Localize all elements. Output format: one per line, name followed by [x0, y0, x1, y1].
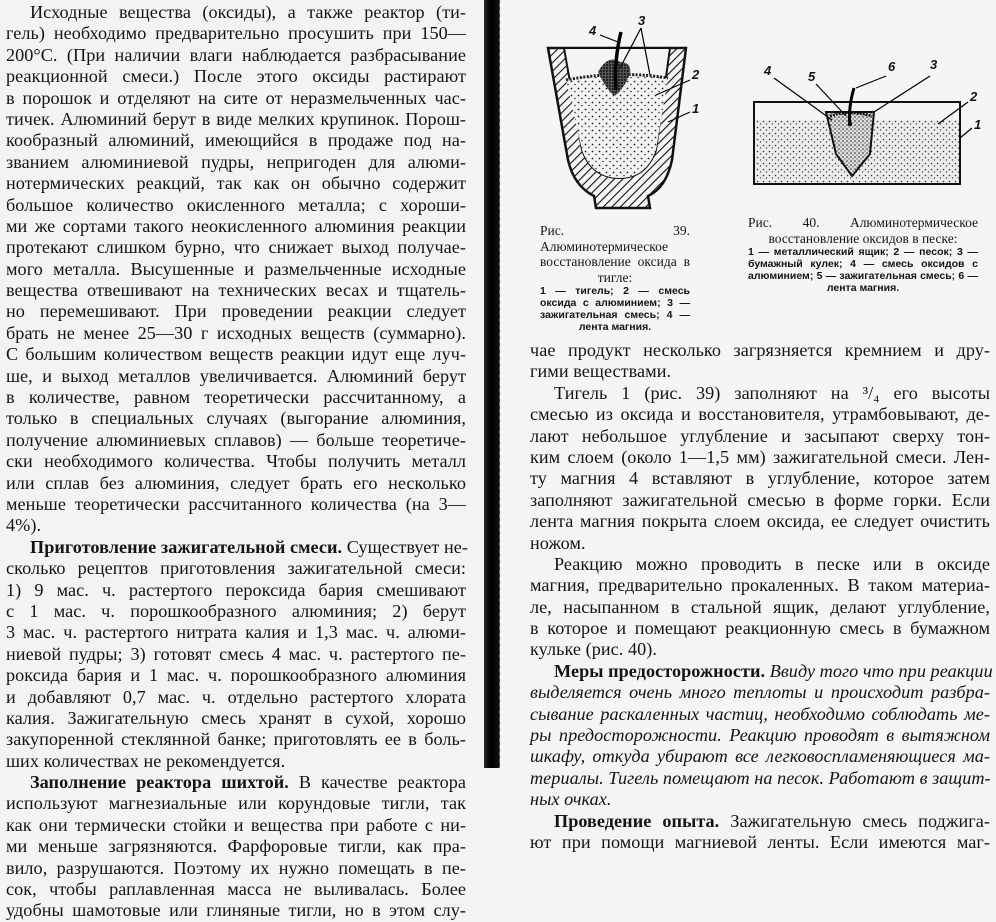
text-line	[6, 195, 466, 216]
body-text: реакционной смеси.) После этого оксиды растирают	[6, 66, 466, 87]
text-line	[6, 708, 466, 729]
text-line	[530, 575, 990, 596]
body-text: или сплав без алюминия, следует брать его несколько	[6, 472, 466, 493]
body-text: смесью из оксида и восстановителя, утрамбовывают, де-	[530, 404, 990, 425]
body-text: сок, чтобы раплавленная масса не выливалась. Более	[6, 879, 466, 900]
body-text: в которое и помещают реакционную смесь в бумажном	[530, 618, 990, 639]
text-line	[530, 533, 990, 554]
italic-text: шкафу, откуда убирают все легковоспламеняющиеся ма-	[530, 746, 990, 767]
fig40-label-4: 4	[764, 63, 772, 78]
text-line	[6, 729, 466, 750]
text-line	[6, 622, 466, 643]
body-text: Исходные вещества (оксиды), а также реактор (ти-	[30, 2, 466, 22]
body-text: лают небольшое углубление и засыпают сверху тон-	[530, 425, 990, 446]
body-text: брать не менее 25—30 г исходных веществ (суммарно).	[6, 322, 466, 343]
figure-40-sand-box-diagram	[750, 57, 990, 190]
body-text: 4%).	[6, 515, 42, 536]
text-line	[530, 468, 990, 489]
text-line	[530, 725, 990, 746]
body-text: 3 мас. ч. растертого нитрата калия и 1,3 мас. ч. алюми-	[6, 622, 466, 643]
fig39-label-2: 2	[692, 67, 700, 82]
sand-box-drawing	[750, 69, 990, 190]
fig39-label-3: 3	[638, 13, 646, 28]
body-text: тичек. Алюминий берут в виде мелких крупинок. Порош-	[6, 108, 466, 129]
text-line	[6, 515, 466, 536]
body-text: 1) 9 мас. ч. растертого пероксида бария смешивают	[6, 579, 466, 600]
body-text: используют магнезиальные или корундовые тигли, так	[6, 793, 466, 814]
body-text: калия. Зажигательную смесь хранят в сухой, хорошо	[6, 707, 466, 728]
text-line	[530, 554, 990, 575]
body-text: магния, предварительно прокаленных. В таком материа-	[530, 575, 990, 596]
text-line	[6, 858, 466, 879]
text-line	[530, 597, 990, 618]
left-page-text	[6, 2, 466, 922]
text-line	[6, 408, 466, 429]
text-line	[6, 879, 466, 900]
text-line	[6, 109, 466, 130]
section-heading: Меры предосторожности.	[554, 660, 766, 681]
italic-text: ры предосторожности. Реакцию проводят в вытяжном	[530, 725, 990, 746]
text-line	[6, 366, 466, 387]
body-text: мого металла. Высушенные и размельченные исходные	[6, 258, 466, 279]
italic-text: выделяется очень много теплоты и происходит разбра-	[530, 682, 990, 703]
text-line	[530, 383, 990, 404]
text-line	[6, 601, 466, 622]
body-text: Существует не-	[342, 536, 468, 557]
text-line	[6, 23, 466, 44]
body-text: закупоренной стеклянной банке; приготовлять ее в боль-	[6, 729, 466, 750]
text-line	[6, 323, 466, 344]
body-text: С большим количеством веществ реакции идут еще луч-	[6, 344, 466, 365]
italic-text: териалы. Тигель помещают на песок. Работают в защит-	[530, 767, 991, 788]
text-line	[6, 537, 466, 558]
body-text: гими веществами.	[530, 361, 672, 382]
body-text: ниевой пудры; 3) готовят смесь 4 мас. ч. растертого пе-	[6, 643, 466, 664]
body-text: кульке (рис. 40).	[530, 639, 657, 660]
text-line	[6, 88, 466, 109]
body-text: ким слоем (около 1—1,5 мм) зажигательной смеси. Лен-	[530, 446, 990, 467]
fig39-label-4: 4	[589, 23, 597, 38]
text-line	[6, 665, 466, 686]
figure-40-caption-legend: 1 — металлический ящик; 2 — песок; 3 — бумажный кулек; 4 — смесь оксидов с алюминием; 5 — зажигательная смесь; 6 — лента магния.	[748, 246, 978, 294]
italic-text: ных очках.	[530, 789, 612, 810]
body-text: вило, разрушаются. Поэтому их нужно помещать в пе-	[6, 857, 466, 878]
section-heading: Приготовление зажигательной смеси.	[30, 536, 343, 557]
text-line	[6, 344, 466, 365]
body-text: в порошок и отделяют на сите от неразмельченных час-	[6, 87, 466, 108]
text-line	[530, 404, 990, 425]
body-text: нотермических реакций, так как он обычно содержит	[6, 173, 466, 194]
text-line	[6, 815, 466, 836]
figure-40-caption	[748, 215, 978, 294]
text-line	[530, 768, 990, 789]
text-line	[6, 259, 466, 280]
body-text: в количестве, равном теоретически рассчитанному, а	[6, 387, 466, 408]
body-text: ножом.	[530, 532, 586, 553]
text-line	[6, 237, 466, 258]
body-text: кообразный алюминий, имеющийся в продаже под на-	[6, 130, 466, 151]
text-line	[6, 430, 466, 451]
body-text: заполняют зажигательной смесью в форме горки. Если	[530, 489, 990, 510]
body-text: чае продукт несколько загрязняется кремнием и дру-	[530, 340, 990, 360]
book-spine	[484, 0, 500, 768]
text-line	[530, 811, 990, 832]
body-text: гель) необходимо предварительно просушить при 150—	[6, 23, 466, 44]
text-line	[6, 558, 466, 579]
text-line	[6, 793, 466, 814]
body-text: ски необходимого количества. Чтобы получить металл	[6, 451, 466, 472]
body-text: ших количествах не рекомендуется.	[6, 750, 286, 771]
figure-39-caption	[540, 223, 690, 333]
body-text: и добавляют 0,7 мас. ч. отдельно растертого хлората	[6, 686, 466, 707]
text-line	[6, 772, 466, 793]
text-line	[530, 426, 990, 447]
body-text: вещества отвешивают на технических весах и тщатель-	[6, 280, 466, 301]
body-text: с 1 мас. ч. порошкообразного алюминия; 2) берут	[6, 600, 466, 621]
fig40-label-3: 3	[930, 57, 938, 72]
body-text: ют при помощи магниевой ленты. Если имеются маг-	[530, 831, 990, 852]
text-line	[6, 130, 466, 151]
body-text: меньше теоретически рассчитанного количества (на 3—	[6, 493, 466, 514]
text-line	[530, 618, 990, 639]
body-text: но перемешивают. При проведении реакции следует	[6, 301, 466, 322]
body-text: ле, насыпанном в стальной ящик, делают углубление,	[530, 596, 990, 617]
text-line	[6, 152, 466, 173]
text-line	[530, 704, 990, 725]
fig40-label-6: 6	[888, 59, 896, 74]
body-text: званием алюминиевой пудры, непригоден для алюми-	[6, 151, 466, 172]
body-text: ше, и выход металлов увеличивается. Алюминий берут	[6, 365, 466, 386]
text-line	[6, 2, 466, 23]
text-line	[6, 836, 466, 857]
body-text: сколько рецептов приготовления зажигательной смеси:	[6, 558, 466, 579]
section-heading: Проведение опыта.	[554, 810, 720, 831]
fig39-label-1: 1	[692, 101, 700, 116]
text-line	[530, 682, 990, 703]
body-text: Тигель 1 (рис. 39) заполняют на ³/₄ его высоты	[554, 382, 990, 403]
text-line	[6, 900, 466, 921]
text-line	[6, 45, 466, 66]
body-text: удобны шамотовые или глиняные тигли, но в этом слу-	[6, 900, 466, 921]
body-text: Реакцию можно проводить в песке или в оксиде	[554, 553, 990, 574]
figure-40-caption-title: Рис. 40. Алюминотермическое восстановление оксидов в песке:	[748, 215, 978, 246]
figure-39-caption-title: Рис. 39. Алюминотермическое восстановление оксида в тигле:	[540, 223, 690, 285]
body-text: ми меньше загрязняются. Фарфоровые тигли, как пра-	[6, 836, 466, 857]
text-line	[530, 340, 990, 361]
right-page-text	[530, 340, 993, 853]
left-page	[0, 0, 484, 921]
text-line	[6, 751, 466, 772]
text-line	[6, 580, 466, 601]
figure-39-caption-legend: 1 — тигель; 2 — смесь оксида с алюминием; 3 — зажигательная смесь; 4 — лента магния.	[540, 285, 690, 333]
text-line	[530, 639, 990, 660]
fig40-label-1: 1	[974, 117, 982, 132]
figure-39-crucible-diagram	[528, 10, 728, 210]
body-text: 200°С. (При наличии влаги наблюдается разбрасывание	[6, 44, 466, 65]
body-text: роксида бария и 1 мас. ч. порошкообразного алюминия	[6, 665, 466, 686]
text-line	[6, 173, 466, 194]
text-line	[530, 832, 990, 853]
text-line	[530, 746, 990, 767]
text-line	[530, 511, 990, 532]
body-text: лента магния покрыта слоем оксида, ее следует очистить	[530, 511, 990, 532]
body-text: получение алюминиевых сплавов) — больше теоретиче-	[6, 429, 466, 450]
body-text: протекают слишком бурно, что снижает выход получае-	[6, 237, 466, 258]
body-text: Зажигательную смесь поджига-	[719, 810, 990, 831]
text-line	[530, 447, 990, 468]
italic-text: Ввиду того что при реакции	[765, 660, 993, 681]
text-line	[6, 387, 466, 408]
text-line	[6, 280, 466, 301]
body-text: большое количество окисленного металла; с хороши-	[6, 194, 466, 215]
text-line	[530, 361, 990, 382]
body-text: ту магния 4 вставляют в углубление, которое затем	[530, 468, 990, 489]
text-line	[6, 216, 466, 237]
text-line	[6, 644, 466, 665]
body-text: ми же сортами такого неокисленного алюминия реакции	[6, 215, 466, 236]
section-heading: Заполнение реактора шихтой.	[30, 772, 289, 793]
body-text: только в специальных случаях (выгорание алюминия,	[6, 408, 466, 429]
text-line	[6, 451, 466, 472]
text-line	[530, 660, 993, 682]
text-line	[6, 687, 466, 708]
fig40-label-2: 2	[970, 89, 978, 104]
text-line	[6, 66, 466, 87]
body-text: как они термически стойки и вещества при работе с ни-	[6, 814, 466, 835]
fig40-label-5: 5	[808, 69, 816, 84]
body-text: В качестве реактора	[288, 772, 466, 793]
text-line	[530, 789, 990, 810]
text-line	[530, 490, 990, 511]
text-line	[6, 494, 466, 515]
text-line	[6, 473, 466, 494]
italic-text: сывание раскаленных частиц, необходимо соблюдать ме-	[530, 703, 990, 724]
text-line	[6, 301, 466, 322]
